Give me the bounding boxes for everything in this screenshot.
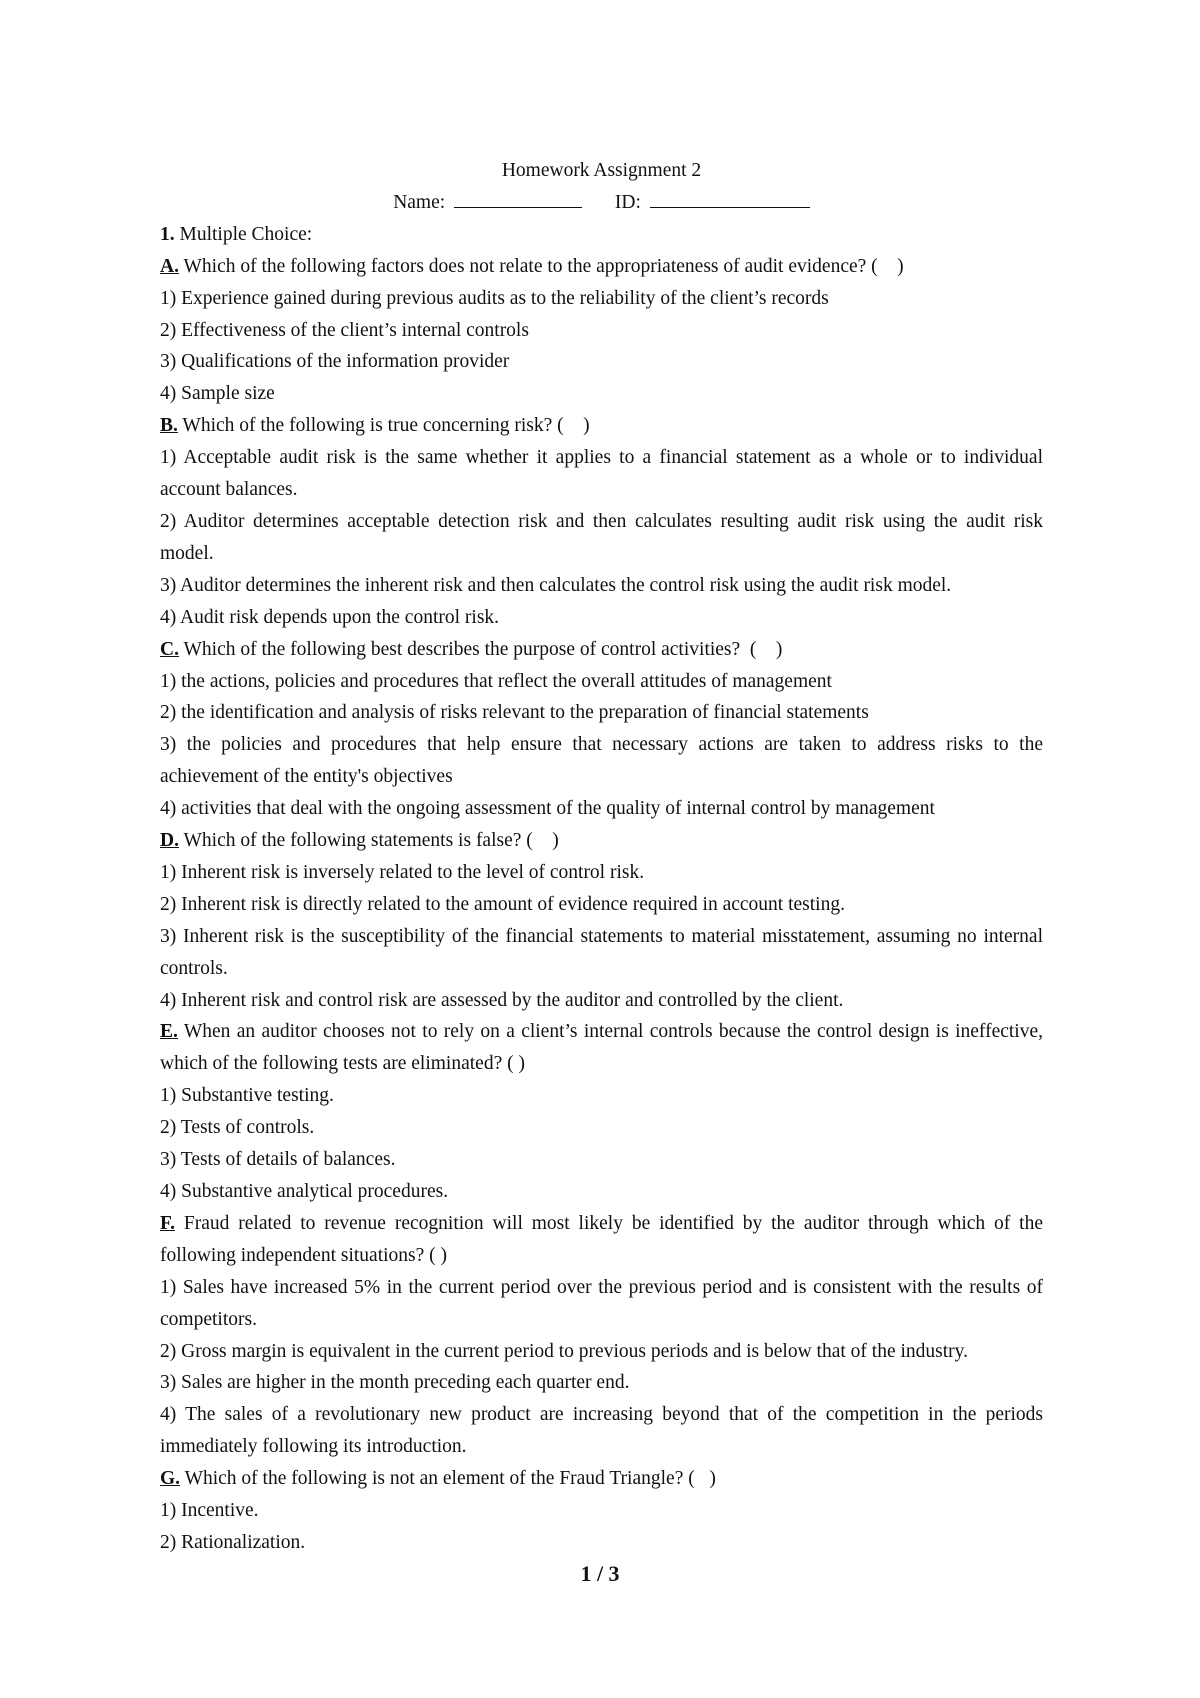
- question-text: Which of the following is true concerning risk? ( ): [182, 415, 590, 437]
- answer-option: 2) Tests of controls.: [160, 1117, 315, 1139]
- answer-option: 3) Auditor determines the inherent risk and then calculates the control risk using the audit risk model.: [160, 574, 952, 596]
- answer-option: 4) Audit risk depends upon the control risk.: [160, 606, 500, 628]
- name-label: Name:: [393, 191, 446, 213]
- question-stem: [160, 634, 1043, 666]
- answer-option: 4) activities that deal with the ongoing assessment of the quality of internal control by management: [160, 798, 935, 820]
- question-letter: A.: [160, 255, 179, 277]
- answer-option: 1) Experience gained during previous audits as to the reliability of the client’s records: [160, 287, 829, 309]
- question-letter: E.: [160, 1021, 178, 1043]
- question-c: [160, 634, 1043, 825]
- page-number: 1 / 3: [580, 1561, 620, 1586]
- answer-option: 4) The sales of a revolutionary new product are increasing beyond that of the competition in the periods immediately following its introduction.: [160, 1404, 1043, 1458]
- question-stem: [160, 410, 1043, 442]
- answer-option: 1) Incentive.: [160, 1500, 259, 1522]
- answer-option: 2) Rationalization.: [160, 1531, 306, 1553]
- question-letter: G.: [160, 1468, 181, 1490]
- answer-option: 3) Qualifications of the information provider: [160, 351, 510, 373]
- question-text: Which of the following statements is false? ( ): [183, 830, 559, 852]
- answer-option: 1) the actions, policies and procedures that reflect the overall attitudes of management: [160, 670, 832, 692]
- question-letter: C.: [160, 638, 179, 660]
- answer-option: 3) Tests of details of balances.: [160, 1149, 396, 1171]
- answer-option: 2) the identification and analysis of risks relevant to the preparation of financial statements: [160, 702, 869, 724]
- section-title: Multiple Choice:: [179, 223, 313, 245]
- answer-option: 4) Sample size: [160, 383, 275, 405]
- question-a: [160, 251, 1043, 411]
- answer-option: 1) Acceptable audit risk is the same whether it applies to a financial statement as a whole or to individual account balances.: [160, 447, 1043, 501]
- question-stem: [160, 1208, 1043, 1272]
- answer-option: 2) Gross margin is equivalent in the current period to previous periods and is below that of the industry.: [160, 1340, 969, 1362]
- question-letter: D.: [160, 830, 179, 852]
- id-blank: [650, 188, 810, 208]
- document-body: [160, 155, 1043, 1559]
- question-b: [160, 410, 1043, 633]
- answer-option: 4) Inherent risk and control risk are assessed by the auditor and controlled by the client.: [160, 989, 844, 1011]
- question-text: Which of the following factors does not relate to the appropriateness of audit evidence? ( ): [183, 255, 904, 277]
- question-d: [160, 825, 1043, 1016]
- section-heading: [160, 219, 1043, 251]
- question-text: Fraud related to revenue recognition will most likely be identified by the auditor through which of the following independent situations? ( ): [160, 1212, 1043, 1266]
- question-letter: F.: [160, 1212, 175, 1234]
- answer-option: 2) Effectiveness of the client’s internal controls: [160, 319, 529, 341]
- answer-option: 2) Inherent risk is directly related to the amount of evidence required in account testing.: [160, 893, 845, 915]
- name-id-line: [160, 187, 1043, 219]
- question-text: Which of the following best describes the purpose of control activities? ( ): [183, 638, 783, 660]
- question-text: When an auditor chooses not to rely on a client’s internal controls because the control design is ineffective, which of the following tests are eliminated? ( ): [160, 1021, 1043, 1075]
- answer-option: 3) Inherent risk is the susceptibility of the financial statements to material misstatement, assuming no internal controls.: [160, 925, 1043, 979]
- name-blank: [454, 188, 582, 208]
- answer-option: 3) the policies and procedures that help ensure that necessary actions are taken to address risks to the achievement of the entity's objectives: [160, 734, 1043, 788]
- question-stem: [160, 1463, 1043, 1495]
- answer-option: 1) Sales have increased 5% in the current period over the previous period and is consistent with the results of competitors.: [160, 1276, 1043, 1330]
- question-f: [160, 1208, 1043, 1463]
- document-title: Homework Assignment 2: [501, 160, 702, 181]
- question-stem: [160, 825, 1043, 857]
- answer-option: 3) Sales are higher in the month preceding each quarter end.: [160, 1372, 630, 1394]
- answer-option: 2) Auditor determines acceptable detection risk and then calculates resulting audit risk using the audit risk model.: [160, 510, 1043, 564]
- answer-option: 4) Substantive analytical procedures.: [160, 1181, 449, 1202]
- question-g: [160, 1463, 1043, 1559]
- answer-option: 1) Inherent risk is inversely related to the level of control risk.: [160, 861, 645, 883]
- question-letter: B.: [160, 415, 178, 437]
- question-text: Which of the following is not an element of the Fraud Triangle? ( ): [184, 1468, 716, 1490]
- answer-option: 1) Substantive testing.: [160, 1085, 334, 1107]
- question-stem: [160, 251, 1043, 283]
- section-number: 1.: [160, 223, 175, 245]
- question-e: [160, 1016, 1043, 1207]
- question-stem: [160, 1016, 1043, 1080]
- id-label: ID:: [614, 191, 641, 213]
